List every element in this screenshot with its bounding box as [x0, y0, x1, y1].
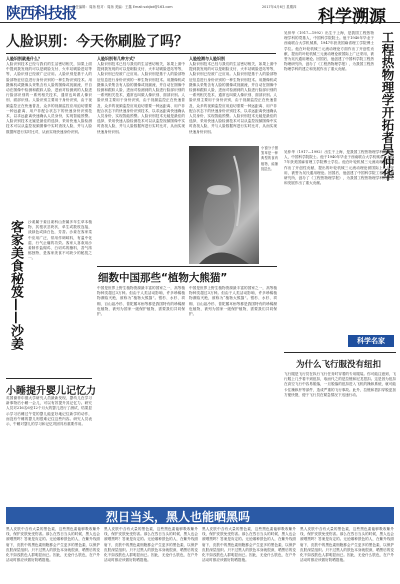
left-vertical-headline: 客家美食秘笈——沙姜	[8, 220, 23, 350]
nap-article-body: 英国谢菲尔德大学研究人员最新发现，婴幼儿在学习新事物后小睡一会儿，可以有效提升其记忆力。研究人员对216名6至12个月大的婴儿进行了测试，结果显示学习后睡过午觉的婴儿能更好地记住新学的动作，而没有午睡的婴儿则很难记住这些内容。研究人员表示，午睡对婴儿的学习和记忆巩固具有重要作用。	[6, 396, 92, 427]
black-skin-col3: 黑人皮肤中含有大量的黑色素，这些黑色素能够吸收紫外线，保护皮肤免受伤害。那么在烈日当头的时候，黑人也会被晒黑吗？答案是肯定的。无论哪种肤色的人，在紫外线照射下，皮肤中的黑色素细胞都会产生更多的黑色素，以保护皮肤深层组织。只不过黑人的肤色本身就很深，晒黑后的变化不如浅肤色人群明显而已。因此，无论什么肤色，在户外活动时都应该做好防晒措施。	[202, 527, 296, 563]
pitcher-plant-photo	[189, 146, 259, 264]
main-subhead-1: 人脸识别就是什么？	[6, 56, 42, 61]
left-article-body: 沙姜属于姜目姜科山柰属多年生草本植物，其根状茎块状，单生或数枚连接，淡绿色或绿白色，芳香。沙姜在客家菜中应用广泛，常用作调味料，有温中化湿、行气止痛的功效。客家人喜欢用沙姜制作盐焗鸡、白切鸡的蘸料，香气浓郁独特，是客家美食不可缺少的秘笈之一。	[28, 220, 92, 261]
plant-panda-col2: 中国是世界上野生植物资源最丰富的国家之一，高等植物种类超过3万种。但由于人类活动影响，许多珍稀植物濒临灭绝，被称为“植物大熊猫”。银杉、水杉、珙桐、百山祖冷杉、普陀鹅耳枥等都是我国特有的珍稀濒危植物，被列为国家一级保护植物，需要我们共同保护。	[189, 286, 277, 317]
black-skin-col2: 黑人皮肤中含有大量的黑色素，这些黑色素能够吸收紫外线，保护皮肤免受伤害。那么在烈日当头的时候，黑人也会被晒黑吗？答案是肯定的。无论哪种肤色的人，在紫外线照射下，皮肤中的黑色素细胞都会产生更多的黑色素，以保护皮肤深层组织。只不过黑人的肤色本身就很深，晒黑后的变化不如浅肤色人群明显而已。因此，无论什么肤色，在户外活动时都应该做好防晒措施。	[104, 527, 198, 563]
flight-suit-headline: 为什么飞行服没有纽扣	[296, 360, 382, 370]
divider	[6, 53, 276, 54]
issue-date: 2017年4月6日 星期四	[262, 5, 297, 9]
main-headline: 人脸识别：今天你刷脸了吗？	[6, 34, 188, 50]
divider	[6, 378, 92, 379]
right-vertical-headline: 工程热物理学开拓者吴仲华	[380, 31, 395, 181]
section-title: 科学溯源	[318, 7, 386, 27]
black-skin-col1: 黑人皮肤中含有大量的黑色素，这些黑色素能够吸收紫外线，保护皮肤免受伤害。那么在烈日当头的时候，黑人也会被晒黑吗？答案是肯定的。无论哪种肤色的人，在紫外线照射下，皮肤中的黑色素细胞都会产生更多的黑色素，以保护皮肤深层组织。只不过黑人的肤色本身就很深，晒黑后的变化不如浅肤色人群明显而已。因此，无论什么肤色，在户外活动时都应该做好防晒措施。	[6, 527, 100, 563]
side-article-col2: 吴仲华（1917—1992）出生于上海，是我国工程热物理学科的奠基人，中国科学院院士。他于1940年毕业于西南联合大学机械系，1947年获美国麻省理工学院博士学位。他在叶轮机械三元流动理论方面作出了开创性贡献，提出的叶轮机械三元流动理论被国际上广泛采用，被誉为吴氏通用理论。回国后，他创建了中国科学院工程热物理研究所，创办了《工程热物理学报》，为我国工程热物理学科的建立和发展作出了重大贡献。	[284, 150, 394, 186]
black-skin-headline: 烈日当头，黑人也能晒黑吗	[106, 510, 251, 524]
newspaper-logo: 陕西科技报	[6, 4, 77, 22]
black-skin-col4: 黑人皮肤中含有大量的黑色素，这些黑色素能够吸收紫外线，保护皮肤免受伤害。那么在烈日当头的时候，黑人也会被晒黑吗？答案是肯定的。无论哪种肤色的人，在紫外线照射下，皮肤中的黑色素细胞都会产生更多的黑色素，以保护皮肤深层组织。只不过黑人的肤色本身就很深，晒黑后的变化不如浅肤色人群明显而已。因此，无论什么肤色，在户外活动时都应该做好防晒措施。	[300, 527, 394, 563]
bottom-banner	[6, 507, 394, 524]
plant-panda-col1: 中国是世界上野生植物资源最丰富的国家之一，高等植物种类超过3万种。但由于人类活动影响，许多珍稀植物濒临灭绝，被称为“植物大熊猫”。银杉、水杉、珙桐、百山祖冷杉、普陀鹅耳枥等都是我国特有的珍稀濒危植物，被列为国家一级保护植物，需要我们共同保护。	[97, 286, 185, 317]
plant-illustration-icon	[189, 146, 259, 264]
editor-info: 责任编辑：周扬 校对：周扬 美编：王鑫 Email:sxkjbd@163.com	[72, 5, 173, 9]
main-subhead-3: 人脸检测与人脸识别	[189, 56, 225, 61]
masthead	[0, 0, 400, 27]
photo-caption: 小窗分子猪笼草是一种典型的食肉植物，能捕捉昆虫。	[261, 146, 278, 171]
plant-panda-headline: 细数中国那些“植物大熊猫”	[98, 272, 228, 284]
famous-scientist-tag: 科学名家	[348, 335, 394, 347]
flight-suit-body: 飞行服是飞行员在执行飞行任务时穿着的专用服装。你可能注意到，飞行服上几乎看不到纽扣，取而代之的是拉链和尼龙搭扣。这是因为纽扣在高空飞行中容易脱落，一旦脱落的纽扣进入飞机的操纵系统，就可能卡住操纵杆等部件，造成严重的飞行事故。此外，拉链和搭扣穿脱更加方便快捷，便于飞行员在紧急情况下迅速行动。	[284, 372, 396, 397]
divider	[97, 266, 277, 267]
main-article-col3: 人脸识别技术已经与我们的生活密切相关，如果上面中提到我发现的可以是刷脸支付、火车站刷脸进站等等，人脸识别已经被广泛应用。人脸识别是基于人的脸部特征信息进行身份识别的一种生物识别技术。用摄像机或摄像头采集含有人脸的图像或视频流，并自动在图像中检测和跟踪人脸，进而对检测到的人脸进行脸部识别的一系列相关技术，通常也叫做人像识别、面部识别。人脸识别主要用于身份识别，由于视频监控正在快速普及，众多的视频监控应用迫切需要一种远距离、用户非配合状态下的快速身份识别技术，以求远距离快速确认人员身份，实现智能预警。人脸识别技术无疑是最佳的选择，采用快速人脸检测技术可以从监控视频图像中实时查找人脸，并与人脸数据库进行实时比对，从而实现快速身份识别。	[189, 62, 277, 134]
nap-headline: 小睡提升婴儿记忆力	[6, 386, 96, 397]
main-article-col1: 人脸识别技术已经与我们的生活密切相关，如果上面中提到我发现的可以是刷脸支付、火车站刷脸进站等等，人脸识别已经被广泛应用。人脸识别是基于人的脸部特征信息进行身份识别的一种生物识别技术。用摄像机或摄像头采集含有人脸的图像或视频流，并自动在图像中检测和跟踪人脸，进而对检测到的人脸进行脸部识别的一系列相关技术，通常也叫做人像识别、面部识别。人脸识别主要用于身份识别，由于视频监控正在快速普及，众多的视频监控应用迫切需要一种远距离、用户非配合状态下的快速身份识别技术，以求远距离快速确认人员身份，实现智能预警。人脸识别技术无疑是最佳的选择，采用快速人脸检测技术可以从监控视频图像中实时查找人脸，并与人脸数据库进行实时比对，从而实现快速身份识别。	[6, 62, 92, 134]
main-article-col2: 人脸识别技术已经与我们的生活密切相关，如果上面中提到我发现的可以是刷脸支付、火车站刷脸进站等等，人脸识别已经被广泛应用。人脸识别是基于人的脸部特征信息进行身份识别的一种生物识别技术。用摄像机或摄像头采集含有人脸的图像或视频流，并自动在图像中检测和跟踪人脸，进而对检测到的人脸进行脸部识别的一系列相关技术，通常也叫做人像识别、面部识别。人脸识别主要用于身份识别，由于视频监控正在快速普及，众多的视频监控应用迫切需要一种远距离、用户非配合状态下的快速身份识别技术，以求远距离快速确认人员身份，实现智能预警。人脸识别技术无疑是最佳的选择，采用快速人脸检测技术可以从监控视频图像中实时查找人脸，并与人脸数据库进行实时比对，从而实现快速身份识别。	[97, 62, 185, 134]
side-article-col1: 吴仲华（1917—1992）出生于上海，是我国工程热物理学科的奠基人，中国科学院院士。他于1940年毕业于西南联合大学机械系，1947年获美国麻省理工学院博士学位。他在叶轮机械三元流动理论方面作出了开创性贡献，提出的叶轮机械三元流动理论被国际上广泛采用，被誉为吴氏通用理论。回国后，他创建了中国科学院工程热物理研究所，创办了《工程热物理学报》，为我国工程热物理学科的建立和发展作出了重大贡献。	[284, 31, 374, 72]
main-subhead-2: 人脸识别有几种方式？	[97, 56, 137, 61]
divider	[284, 352, 396, 353]
